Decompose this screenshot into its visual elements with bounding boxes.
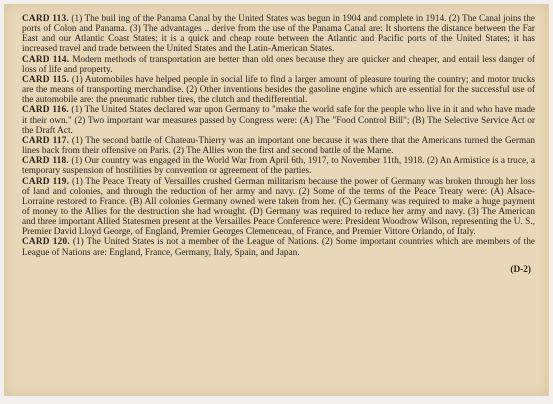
card-115-label: CARD 115. xyxy=(22,74,70,85)
card-120-paragraph xyxy=(22,237,535,257)
card-113-label: CARD 113. xyxy=(22,14,69,24)
card-118-label: CARD 118. xyxy=(22,156,69,167)
card-113-paragraph xyxy=(22,14,535,55)
card-114-paragraph xyxy=(22,55,535,75)
card-115-text: (1) Automobiles have helped people in social life to find a larger amount of pleasure touring the country; and motor trucks are the means of transporting merchandise. (2) Other inventions besides the gasoline engine which are essential for the successful use of the automobile are: the pneumatic rubber tires, the clutch and thedifferential. xyxy=(22,74,535,106)
card-119-text: (1) The Peace Treaty of Versailles crushed German militarism because the power of Germany was broken through her loss of land and colonies, and through the reduction of her army and navy. (2) Some of the terms of the Peace Treaty were: (A) Alsace-Lorraine restored to France. (B) All colonies Germany owned were taken from her. (C) Germany was required to make a huge payment of money to the Allies for the destruction she had wrought. (D) Germany was required to reduce her army and navy. (3) The American and three important Allied Statesmen present at the Versailles Peace Conference were: President Woodrow Wilson, representing the U. S., Premier David Lloyd George, of England, Premier Georges Clemenceau, of France, and Premier Vittore Orlando, of Italy. xyxy=(22,176,536,238)
card-115-paragraph xyxy=(22,75,535,105)
card-117-text: (1) The second battle of Chateau-Thierry was an important one because it was there that the Americans turned the German lines back from their offensive on Paris. (2) The Allies won the first and second battle of the Marne. xyxy=(22,135,535,157)
card-113-text: (1) The buil ing of the Panama Canal by the United States was begun in 1904 and complete in 1914. (2) The Canal joins the ports of Colon and Panama. (3) The advantages .. derive from the use of the Panama Canal are: It shortens the distance between the Far East and our Atlantic Coast States; it is a quick and cheap route between the Atlantic and Pacific ports of the United States; it has increased travel and trade between the United States and the Latin-American States. xyxy=(22,14,535,55)
card-117-label: CARD 117. xyxy=(22,135,70,146)
card-116-label: CARD 116. xyxy=(22,105,69,116)
card-118-text: (1) Our country was engaged in the World War from April 6th, 1917, to November 11th, 1918. (2) An Armistice is a truce, a temporary suspension of hostilities by convention or agreement of the parties. xyxy=(22,156,535,177)
card-120-text: (1) The United States is not a member of the League of Nations. (2) Some important countries which are members of the League of Nations are: England, France, Germany, Italy, Spain, and Japan. xyxy=(22,237,535,258)
card-116-paragraph xyxy=(22,105,535,135)
study-card-sheet xyxy=(4,4,549,396)
sheet-code: (D-2) xyxy=(510,264,531,275)
card-118-paragraph xyxy=(22,156,535,176)
card-117-paragraph xyxy=(22,136,535,156)
card-116-text: (1) The United States declared war upon Germany to "make the world safe for the people who live in it and who have made it their own." (2) Two important war measures passed by Congress were: (A) The "Food Control Bill"; (B) The Selective Service Act or the Draft Act. xyxy=(22,105,535,136)
card-114-label: CARD 114. xyxy=(22,54,70,65)
card-120-label: CARD 120. xyxy=(22,237,70,248)
card-114-text: Modern methods of transportation are better than old ones because they are quicker and cheaper, and entail less danger of loss of life and property. xyxy=(22,54,535,75)
card-119-paragraph xyxy=(22,177,535,238)
sheet-footer xyxy=(22,259,535,277)
card-119-label: CARD 119. xyxy=(22,176,70,187)
